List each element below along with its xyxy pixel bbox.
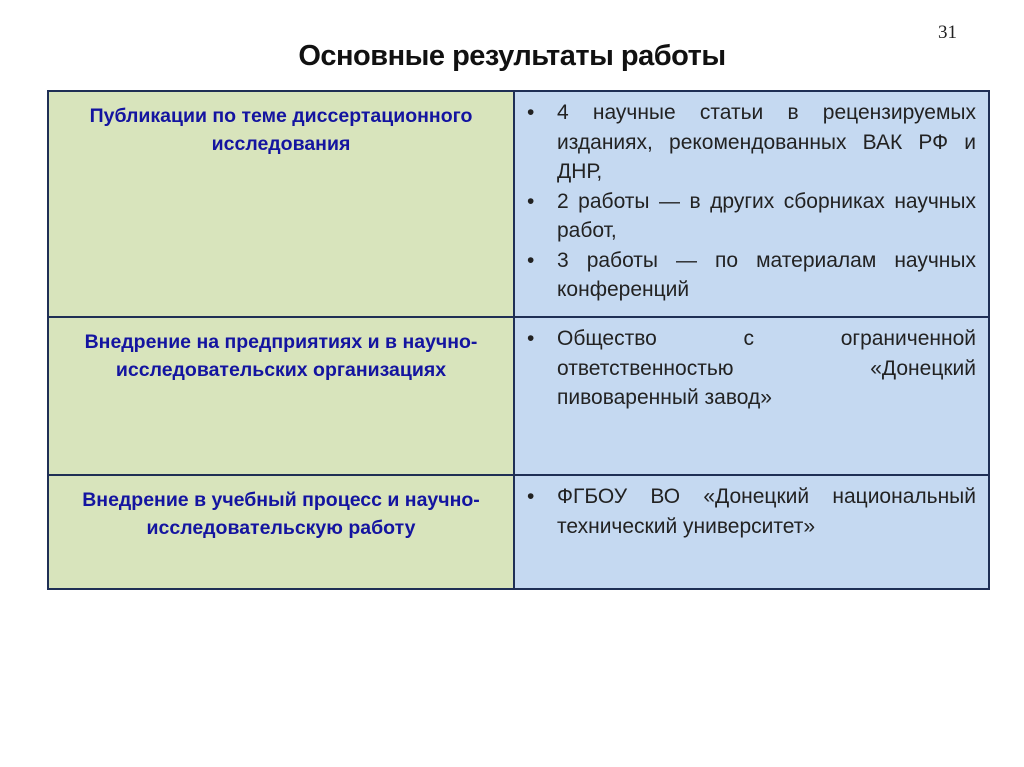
list-item: • Общество с ограниченной ответственностью «Донецкий пивоваренный завод» [521, 324, 976, 413]
row-content-cell [514, 475, 989, 589]
table-row [48, 317, 989, 475]
row-content-cell [514, 317, 989, 475]
list-item: • 2 работы — в других сборниках научных работ, [521, 187, 976, 246]
item-list [521, 324, 976, 413]
bullet-icon: • [527, 485, 535, 508]
row-label: Внедрение на предприятиях и в научно-исследовательских организациях [84, 331, 478, 381]
slide-title: Основные результаты работы [298, 40, 726, 72]
item-list [521, 482, 976, 541]
list-item: • ФГБОУ ВО «Донецкий национальный технический университет» [521, 482, 976, 541]
item-list [521, 98, 976, 305]
results-table [47, 90, 990, 590]
bullet-icon: • [527, 248, 535, 272]
row-label: Внедрение в учебный процесс и научно-исследовательскую работу [82, 489, 480, 539]
list-item: • 4 научные статьи в рецензируемых изданиях, рекомендованных ВАК РФ и ДНР, [521, 98, 976, 187]
bullet-icon: • [527, 101, 535, 124]
row-label-cell [48, 475, 514, 589]
bullet-icon: • [527, 189, 535, 213]
list-item: • 3 работы — по материалам научных конференций [521, 246, 976, 305]
row-label-cell [48, 317, 514, 475]
page-number: 31 [938, 22, 957, 43]
row-label: Публикации по теме диссертационного исследования [89, 105, 473, 155]
row-content-cell [514, 91, 989, 317]
bullet-icon: • [527, 327, 535, 350]
table-row [48, 475, 989, 589]
row-label-cell [48, 91, 514, 317]
table-row [48, 91, 989, 317]
